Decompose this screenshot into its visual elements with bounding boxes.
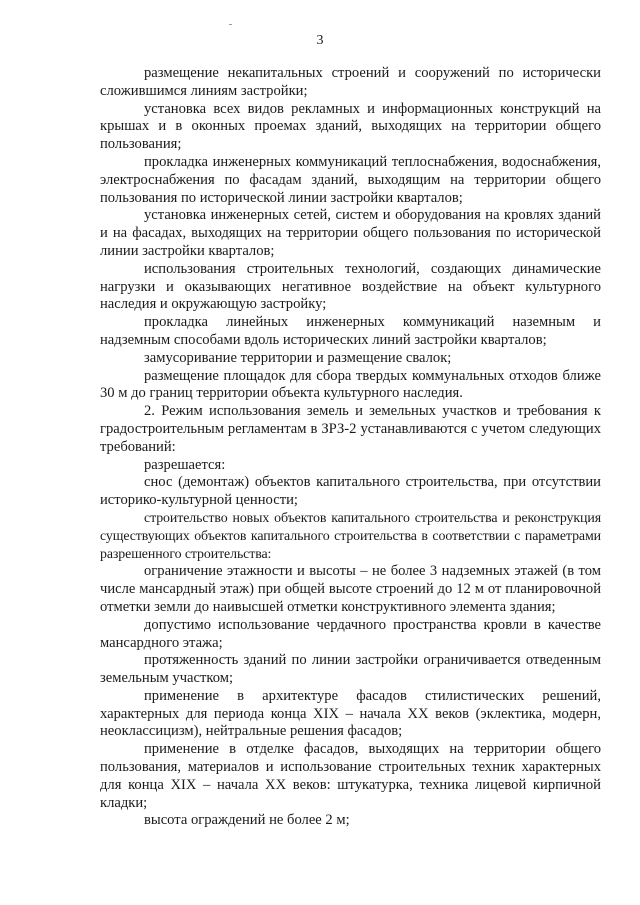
paragraph-waste-sites: размещение площадок для сбора твердых коммунальных отходов ближе 30 м до границ территории объекта культурного наследия.	[100, 367, 601, 402]
page-number: 3	[316, 33, 324, 48]
paragraph-demolition: снос (демонтаж) объектов капитального строительства, при отсутствии историко-культурной ценности;	[100, 474, 601, 509]
paragraph-linear-utilities: прокладка линейных инженерных коммуникаций наземным и надземным способами вдоль исторических линий застройки кварталов;	[100, 314, 601, 348]
paragraph-fence-height: высота ограждений не более 2 м;	[144, 812, 350, 829]
document-body	[100, 65, 601, 830]
paragraph-height-limit: ограничение этажности и высоты – не более 3 надземных этажей (в том числе мансардный этаж) при общей высоте строений до 12 м от планировочной отметки земли до наивысшей отметки конструктивного элемента здания;	[100, 563, 601, 615]
paragraph-new-construction: строительство новых объектов капитального строительства и реконструкция существующих объектов капитального строительства в соответствии с параметрами разрешенного строительства:	[100, 510, 601, 562]
paragraph-section-2: 2. Режим использования земель и земельных участков и требования к градостроительным регламентам в ЗРЗ-2 устанавливаются с учетом следующих требований:	[100, 403, 601, 455]
paragraph-building-length: протяженность зданий по линии застройки ограничивается отведенным земельным участком;	[100, 652, 601, 687]
paragraph-architectural-style: применение в архитектуре фасадов стилистических решений, характерных для периода конца XIX – начала XX веков (эклектика, модерн, неоклассицизм), нейтральные решения фасадов;	[100, 687, 601, 740]
paragraph-engineering-networks: установка инженерных сетей, систем и оборудования на кровлях зданий и на фасадах, выходящих на территории общего пользования по исторической линии застройки кварталов;	[100, 207, 601, 259]
paragraph-littering: замусоривание территории и размещение свалок;	[144, 349, 452, 366]
paragraph-construction-technologies: использования строительных технологий, создающих динамические нагрузки и оказывающих негативное воздействие на объект культурного наследия и окружающую застройку;	[100, 260, 601, 313]
paragraph-noncapital-structures: размещение некапитальных строений и сооружений по исторически сложившимся линиям застройки;	[100, 65, 601, 99]
paragraph-permitted: разрешается:	[144, 456, 226, 473]
paragraph-facade-materials: применение в отделке фасадов, выходящих на территории общего пользования, материалов и использование строительных техник характерных для конца XIX – начала XX веков: штукатурка, техника лицевой кирпичной кладки;	[100, 741, 601, 811]
paragraph-utilities-facades: прокладка инженерных коммуникаций теплоснабжения, водоснабжения, электроснабжения по фасадам зданий, выходящим на территории общего пользования по исторической линии застройки кварталов;	[100, 153, 601, 206]
paragraph-advertising: установка всех видов рекламных и информационных конструкций на крышах и в оконных проемах зданий, выходящих на территории общего пользования;	[100, 100, 601, 153]
paragraph-attic-use: допустимо использование чердачного пространства кровли в качестве мансардного этажа;	[100, 616, 601, 651]
scan-mark	[229, 24, 232, 25]
